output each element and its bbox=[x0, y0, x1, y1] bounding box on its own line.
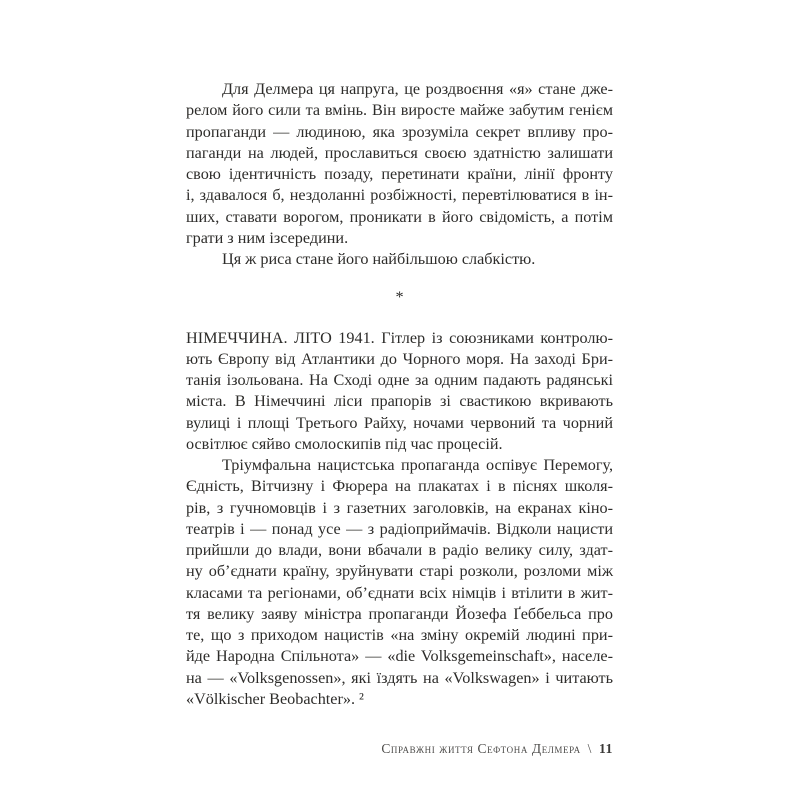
text-line: Тріумфальна нацистська пропаганда оспівує Перемогу, bbox=[222, 456, 613, 474]
footer-separator: \ bbox=[587, 741, 593, 756]
text-line: свою ідентичність позаду, перетинати країни, лінії фронту bbox=[186, 165, 613, 183]
text-line: Єдність, Вітчизну і Фюрера на плакатах і в піснях школя- bbox=[186, 477, 613, 496]
running-title: Справжні життя Сефтона Делмера bbox=[381, 741, 581, 756]
text-line: пропаганди — людиною, яка зрозуміла секрет впливу про- bbox=[186, 122, 613, 141]
text-line: освітлює сяйво смолоскипів під час процесій. bbox=[186, 434, 503, 453]
text-line: те, що з приходом нацистів «на зміну окремій людині при- bbox=[186, 626, 613, 644]
text-line: релом його сили та вмінь. Він виросте майже забутим генієм bbox=[186, 101, 613, 120]
section-separator: * bbox=[395, 288, 404, 307]
text-line: паганди на людей, прославиться своєю здатністю залишати bbox=[186, 143, 613, 162]
text-line: театрів і — понад усе — з радіоприймачів. Відколи нацисти bbox=[186, 519, 613, 538]
text-line: танія ізольована. На Сході одне за одним падають радянські bbox=[186, 371, 613, 389]
text-line: на — «Volksgenossen», які їздять на «Volkswagen» і читають bbox=[186, 668, 613, 687]
paragraph bbox=[186, 328, 613, 456]
text-line: ють Європу від Атлантики до Чорного моря. На заході Бри- bbox=[186, 349, 613, 368]
text-line: «Völkischer Beobachter». ² bbox=[186, 689, 364, 708]
text-line: рів, з гучномовців і з газетних заголовків, на екранах кіно- bbox=[186, 498, 613, 517]
paragraph bbox=[186, 455, 613, 710]
page-number: 11 bbox=[599, 741, 613, 756]
text-line: прийшли до влади, вони вбачали в радіо велику силу, здат- bbox=[186, 541, 613, 559]
text-line: ших, ставати ворогом, проникати в його свідомість, а потім bbox=[186, 207, 613, 226]
text-line: Ця ж риса стане його найбільшою слабкістю. bbox=[222, 250, 536, 268]
text-line: міста. В Німеччині ліси прапорів зі свастикою вкривають bbox=[186, 392, 613, 411]
text-line: грати з ним ізсередини. bbox=[186, 228, 349, 247]
paragraph bbox=[186, 249, 613, 270]
text-line: класами та регіонами, об’єднати всіх німців і втілити в жит- bbox=[186, 583, 613, 602]
page-footer bbox=[381, 741, 613, 757]
text-line: тя велику заяву міністра пропаганди Йозефа Ґеббельса про bbox=[186, 604, 613, 623]
text-line: ну об’єднати країну, зруйнувати старі розколи, розломи між bbox=[186, 562, 613, 581]
text-line: Для Делмера ця напруга, це роздвоєння «я» стане дже- bbox=[222, 80, 613, 98]
paragraph bbox=[186, 79, 613, 249]
text-line: вулиці і площі Третього Райху, ночами червоний та чорний bbox=[186, 413, 613, 432]
page-text bbox=[186, 79, 613, 710]
text-line: НІМЕЧЧИНА. ЛІТО 1941. Гітлер із союзниками контролю- bbox=[186, 328, 613, 347]
text-line: йде Народна Спільнота» — «die Volksgemeinschaft», населе- bbox=[186, 647, 613, 666]
text-line: і, здавалося б, нездоланні розбіжності, перевтілюватися в ін- bbox=[186, 186, 613, 205]
